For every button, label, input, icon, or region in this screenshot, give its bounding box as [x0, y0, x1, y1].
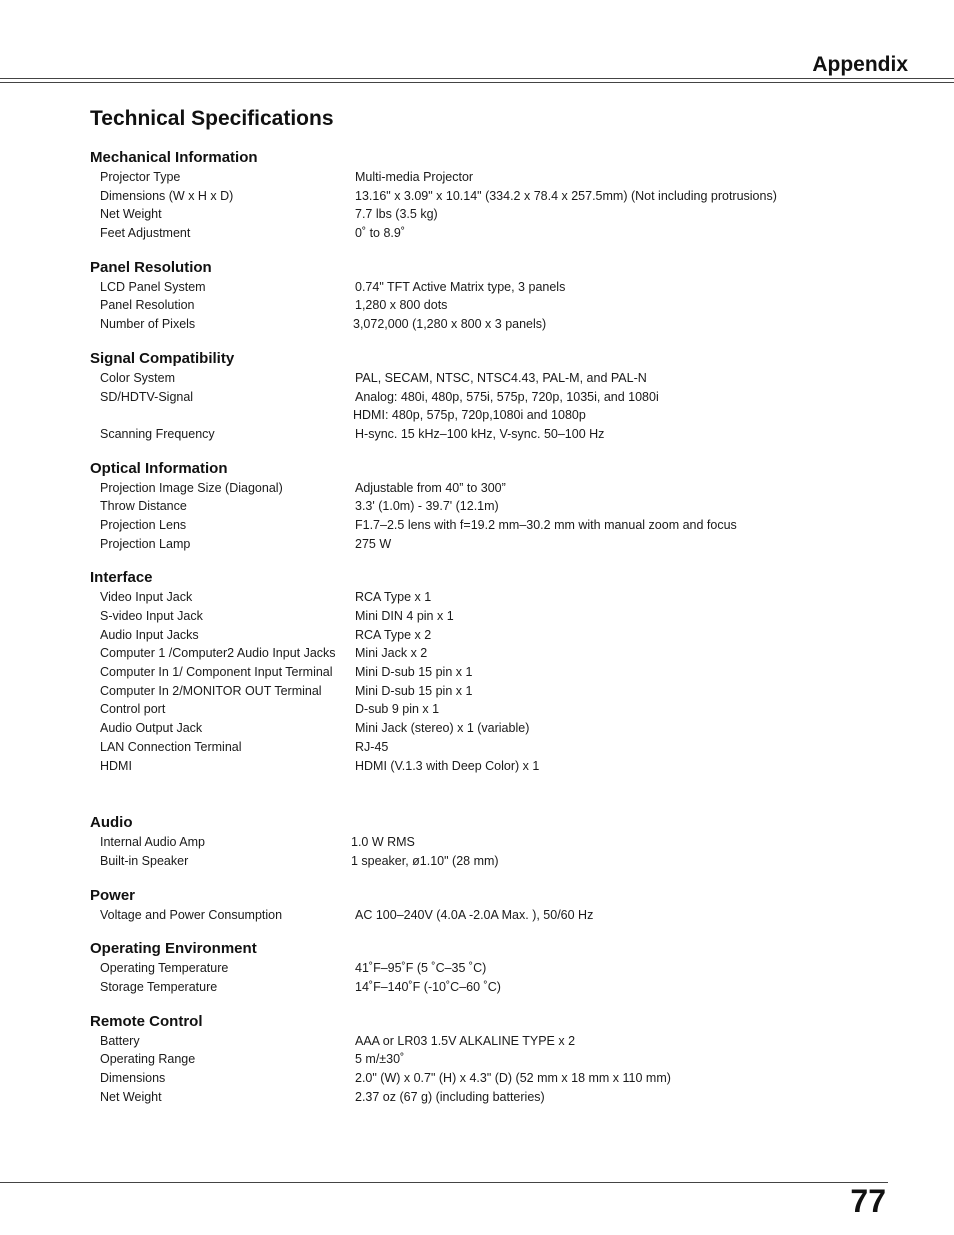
spec-value: H-sync. 15 kHz–100 kHz, V-sync. 50–100 Hz	[355, 426, 605, 441]
spec-row	[90, 682, 910, 701]
section-heading: Interface	[90, 569, 153, 587]
spec-row	[90, 168, 910, 187]
spec-label: Number of Pixels	[100, 317, 196, 332]
spec-label: Operating Temperature	[100, 961, 229, 976]
footer-rule	[0, 1182, 888, 1183]
spec-value: Analog: 480i, 480p, 575i, 575p, 720p, 1035i, and 1080i	[355, 389, 659, 404]
spec-label: HDMI	[100, 758, 132, 773]
spec-label: Control port	[100, 702, 166, 717]
spec-value: 7.7 lbs (3.5 kg)	[355, 207, 438, 222]
spec-label: Panel Resolution	[100, 298, 195, 313]
spec-value: Mini D-sub 15 pin x 1	[355, 665, 473, 680]
spec-label: Battery	[100, 1033, 140, 1048]
spec-row	[90, 516, 910, 535]
spec-label: Storage Temperature	[100, 979, 218, 994]
section-heading: Operating Environment	[90, 940, 257, 958]
spec-label: Feet Adjustment	[100, 226, 191, 241]
spec-label: Audio Output Jack	[100, 721, 203, 736]
spec-value: RCA Type x 1	[355, 590, 432, 605]
spec-value: RCA Type x 2	[355, 627, 432, 642]
section-heading: Remote Control	[90, 1012, 203, 1030]
spec-value: AAA or LR03 1.5V ALKALINE TYPE x 2	[355, 1033, 576, 1048]
spec-value: 2.37 oz (67 g) (including batteries)	[355, 1089, 545, 1104]
spec-label: Color System	[100, 370, 176, 385]
spec-value: F1.7–2.5 lens with f=19.2 mm–30.2 mm with manual zoom and focus	[355, 517, 737, 532]
spec-row	[90, 278, 910, 297]
spec-row	[90, 663, 910, 682]
spec-row	[90, 757, 910, 776]
spec-value: 1.0 W RMS	[351, 835, 415, 850]
section-heading: Mechanical Information	[90, 149, 258, 166]
spec-value: 3.3' (1.0m) - 39.7' (12.1m)	[355, 499, 499, 514]
spec-value: 0˚ to 8.9˚	[355, 226, 406, 241]
spec-value: 0.74" TFT Active Matrix type, 3 panels	[355, 279, 566, 294]
section-heading: Optical Information	[90, 459, 228, 477]
spec-label: Net Weight	[100, 207, 162, 222]
spec-row	[90, 644, 910, 663]
spec-row	[90, 700, 910, 719]
spec-value: PAL, SECAM, NTSC, NTSC4.43, PAL-M, and PAL-N	[355, 370, 647, 385]
spec-row	[90, 369, 910, 388]
spec-row	[90, 1032, 910, 1051]
spec-value: 1,280 x 800 dots	[355, 298, 448, 313]
section-heading: Audio	[90, 814, 133, 832]
spec-label: Computer 1 /Computer2 Audio Input Jacks	[100, 646, 336, 661]
spec-label: SD/HDTV-Signal	[100, 389, 194, 404]
spec-row	[90, 588, 910, 607]
spec-label: Computer In 2/MONITOR OUT Terminal	[100, 683, 322, 698]
section-interface	[90, 568, 910, 775]
spec-row	[90, 833, 910, 852]
spec-row	[90, 978, 910, 997]
spec-value: D-sub 9 pin x 1	[355, 702, 440, 717]
spec-value: AC 100–240V (4.0A -2.0A Max. ), 50/60 Hz	[355, 907, 594, 922]
spec-label: Voltage and Power Consumption	[100, 907, 283, 922]
spec-row	[90, 406, 910, 425]
section-optical-information	[90, 459, 910, 554]
spec-row	[90, 205, 910, 224]
spec-value: 13.16" x 3.09" x 10.14" (334.2 x 78.4 x 257.5mm) (Not including protrusions)	[355, 188, 777, 203]
spec-value: Mini DIN 4 pin x 1	[355, 609, 454, 623]
spec-value: HDMI (V.1.3 with Deep Color) x 1	[355, 758, 540, 773]
spec-label: Built-in Speaker	[100, 853, 189, 868]
spec-label: Net Weight	[100, 1089, 162, 1104]
spec-list	[90, 148, 910, 1121]
spec-row	[90, 479, 910, 498]
spec-label: Projection Lamp	[100, 536, 191, 551]
spec-row	[90, 852, 910, 871]
section-heading: Power	[90, 886, 136, 904]
spec-row	[90, 719, 910, 738]
spec-value: 275 W	[355, 536, 392, 551]
section-panel-resolution	[90, 258, 910, 334]
header-rule	[0, 78, 954, 79]
spec-label: Operating Range	[100, 1052, 196, 1067]
spec-row	[90, 1050, 910, 1069]
page-number: 77	[850, 1183, 886, 1219]
spec-row	[90, 906, 910, 925]
spec-row	[90, 626, 910, 645]
spec-value: HDMI: 480p, 575p, 720p,1080i and 1080p	[353, 408, 586, 423]
spec-label: Projector Type	[100, 170, 181, 184]
spec-value: Mini Jack x 2	[355, 646, 428, 661]
spec-label: Dimensions	[100, 1071, 166, 1085]
spec-row	[90, 425, 910, 444]
spec-value: 5 m/±30˚	[355, 1052, 405, 1067]
section-power	[90, 886, 910, 925]
section-label: Appendix	[812, 53, 908, 76]
spec-value: Adjustable from 40” to 300”	[355, 480, 506, 495]
section-signal-compatibility	[90, 349, 910, 444]
spec-value: Mini Jack (stereo) x 1 (variable)	[355, 721, 530, 736]
spec-label: Audio Input Jacks	[100, 627, 199, 642]
spec-row	[90, 497, 910, 516]
spec-label: Throw Distance	[100, 499, 187, 514]
section-heading: Signal Compatibility	[90, 349, 235, 367]
spec-label: LCD Panel System	[100, 279, 206, 294]
spec-label: Projection Lens	[100, 517, 187, 532]
spec-row	[90, 187, 910, 206]
section-remote-control	[90, 1012, 910, 1107]
spec-value: 2.0" (W) x 0.7" (H) x 4.3" (D) (52 mm x 18 mm x 110 mm)	[355, 1071, 671, 1085]
section-mechanical-information	[90, 148, 910, 243]
spec-label: Internal Audio Amp	[100, 835, 205, 850]
spec-label: Projection Image Size (Diagonal)	[100, 480, 283, 495]
header-rule-secondary	[0, 82, 954, 83]
spec-value: Mini D-sub 15 pin x 1	[355, 683, 473, 698]
spec-row	[90, 607, 910, 626]
spec-row	[90, 959, 910, 978]
spec-row	[90, 224, 910, 243]
section-operating-environment	[90, 939, 910, 996]
spec-row	[90, 738, 910, 757]
spec-row	[90, 388, 910, 407]
section-audio	[90, 813, 910, 870]
spec-label: Dimensions (W x H x D)	[100, 188, 234, 203]
section-heading: Panel Resolution	[90, 258, 212, 276]
spec-value: Multi-media Projector	[355, 170, 474, 184]
spec-label: Scanning Frequency	[100, 426, 215, 441]
spec-label: Computer In 1/ Component Input Terminal	[100, 665, 333, 680]
spec-row	[90, 1088, 910, 1107]
spec-value: 3,072,000 (1,280 x 800 x 3 panels)	[353, 317, 547, 332]
spec-value: 41˚F–95˚F (5 ˚C–35 ˚C)	[355, 961, 487, 976]
page-title: Technical Specifications	[90, 107, 334, 130]
spec-label: S-video Input Jack	[100, 609, 203, 623]
spec-row	[90, 315, 910, 334]
spec-label: LAN Connection Terminal	[100, 739, 242, 754]
spec-label: Video Input Jack	[100, 590, 193, 605]
spec-row	[90, 535, 910, 554]
spec-row	[90, 1069, 910, 1088]
spec-value: RJ-45	[355, 739, 389, 754]
spec-value: 1 speaker, ø1.10" (28 mm)	[351, 853, 499, 868]
spec-value: 14˚F–140˚F (-10˚C–60 ˚C)	[355, 979, 501, 994]
spec-row	[90, 296, 910, 315]
